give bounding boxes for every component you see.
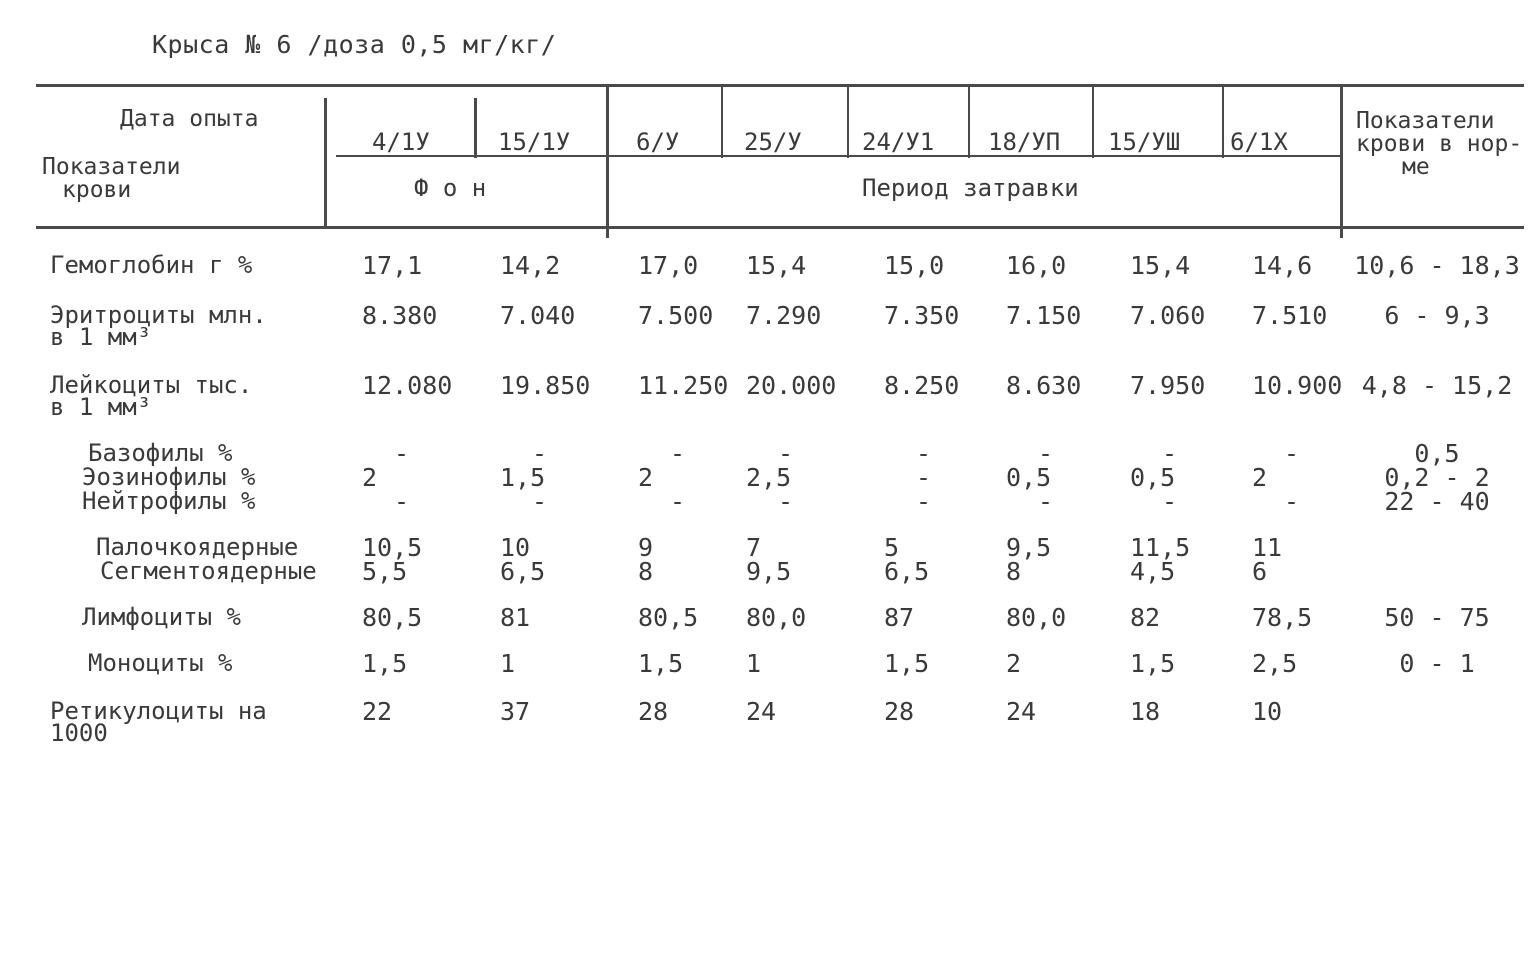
table-cell: 10,5	[362, 533, 423, 562]
fon-label: Ф о н	[414, 174, 487, 202]
table-cell: -	[1284, 439, 1300, 468]
table-cell: 2,5	[746, 463, 792, 492]
norm-cell: 6 - 9,3	[1384, 301, 1490, 330]
table-cell: -	[670, 487, 686, 516]
table-cell: 6,5	[500, 557, 546, 586]
table-cell: 9	[638, 533, 654, 562]
table-cell: 10.900	[1252, 371, 1343, 400]
norm-label-3: ме	[1402, 154, 1430, 180]
col-divider-period	[606, 86, 609, 238]
table-cell: 2	[1006, 649, 1022, 678]
table-cell: 18	[1130, 697, 1161, 726]
table-cell: 7.040	[500, 301, 576, 330]
table-cell: 7.290	[746, 301, 822, 330]
row-label: Лейкоциты тыс.	[50, 371, 253, 399]
row-label: Нейтрофилы %	[82, 487, 256, 515]
table-cell: 7.350	[884, 301, 960, 330]
table-top-rule	[36, 84, 1524, 87]
table-cell: -	[1284, 487, 1300, 516]
norm-label-2: крови в нор-	[1356, 131, 1523, 157]
date-header-6: 18/УП	[988, 128, 1061, 156]
table-cell: 5	[884, 533, 900, 562]
norm-label-1: Показатели	[1356, 108, 1495, 134]
table-cell: 16,0	[1006, 251, 1067, 280]
table-cell: 2	[362, 463, 378, 492]
norm-cell: 4,8 - 15,2	[1361, 371, 1513, 400]
table-cell: 12.080	[362, 371, 453, 400]
date-header-4: 25/У	[744, 128, 802, 156]
table-cell: -	[1162, 439, 1178, 468]
table-cell: 1	[500, 649, 516, 678]
table-cell: 7.500	[638, 301, 714, 330]
table-cell: 9,5	[746, 557, 792, 586]
table-cell: 82	[1130, 603, 1161, 632]
date-label: Дата опыта	[120, 106, 259, 132]
table-cell: 7	[746, 533, 762, 562]
row-label: Палочкоядерные	[96, 533, 299, 561]
col-divider-7	[1222, 86, 1224, 158]
row-label: в 1 мм³	[50, 393, 152, 421]
table-cell: 80,5	[362, 603, 423, 632]
table-cell: 80,5	[638, 603, 699, 632]
table-cell: -	[532, 439, 548, 468]
row-label: Эозинофилы %	[82, 463, 256, 491]
table-cell: 15,4	[746, 251, 807, 280]
norm-cell: 22 - 40	[1384, 487, 1490, 516]
table-cell: 1,5	[638, 649, 684, 678]
table-cell: 17,1	[362, 251, 423, 280]
table-cell: 19.850	[500, 371, 591, 400]
date-header-1: 4/1У	[372, 128, 430, 156]
table-cell: 22	[362, 697, 393, 726]
table-cell: 6,5	[884, 557, 930, 586]
table-cell: 37	[500, 697, 531, 726]
row-label: Сегментоядерные	[100, 557, 317, 585]
table-cell: 10	[500, 533, 531, 562]
table-cell: 11,5	[1130, 533, 1191, 562]
row-label: Базофилы %	[88, 439, 233, 467]
table-cell: 1,5	[500, 463, 546, 492]
date-under-rule	[336, 155, 1342, 157]
row-label: Моноциты %	[88, 649, 233, 677]
table-cell: -	[670, 439, 686, 468]
date-header-3: 6/У	[636, 128, 680, 156]
indicators-label-2: крови	[62, 177, 132, 203]
col-divider-4	[847, 86, 849, 158]
table-cell: 0,5	[1130, 463, 1176, 492]
table-cell: -	[916, 463, 932, 492]
table-cell: 15,4	[1130, 251, 1191, 280]
date-header-5: 24/У1	[862, 128, 935, 156]
table-cell: 24	[1006, 697, 1037, 726]
table-cell: 4,5	[1130, 557, 1176, 586]
table-cell: -	[916, 439, 932, 468]
table-cell: 1,5	[884, 649, 930, 678]
table-cell: 7.510	[1252, 301, 1328, 330]
period-label: Период затравки	[862, 174, 1079, 202]
table-cell: -	[778, 439, 794, 468]
table-cell: 87	[884, 603, 915, 632]
table-cell: 9,5	[1006, 533, 1052, 562]
table-cell: 14,6	[1252, 251, 1313, 280]
row-label: Лимфоциты %	[82, 603, 241, 631]
col-divider-fon	[474, 98, 477, 158]
row-label: Ретикулоциты на	[50, 697, 267, 725]
norm-cell: 0,5	[1414, 439, 1460, 468]
table-cell: 2	[638, 463, 654, 492]
table-cell: 78,5	[1252, 603, 1313, 632]
date-header-8: 6/1Х	[1230, 128, 1288, 156]
table-cell: -	[394, 487, 410, 516]
norm-cell: 10,6 - 18,3	[1354, 251, 1520, 280]
table-cell: 11	[1252, 533, 1283, 562]
table-cell: -	[532, 487, 548, 516]
table-cell: 1	[746, 649, 762, 678]
table-cell: 24	[746, 697, 777, 726]
table-cell: 80,0	[1006, 603, 1067, 632]
table-cell: -	[1162, 487, 1178, 516]
table-cell: 2	[1252, 463, 1268, 492]
table-cell: 17,0	[638, 251, 699, 280]
table-cell: 5,5	[362, 557, 408, 586]
header-bottom-rule	[36, 226, 1524, 229]
date-header-7: 15/УШ	[1108, 128, 1181, 156]
norm-cell: 50 - 75	[1384, 603, 1490, 632]
table-cell: 6	[1252, 557, 1268, 586]
table-cell: 8.380	[362, 301, 438, 330]
page-title: Крыса № 6 /доза 0,5 мг/кг/	[152, 30, 557, 59]
table-cell: 1,5	[362, 649, 408, 678]
table-cell: 14,2	[500, 251, 561, 280]
row-label: в 1 мм³	[50, 323, 152, 351]
table-cell: 8.630	[1006, 371, 1082, 400]
table-cell: 8	[638, 557, 654, 586]
table-cell: 80,0	[746, 603, 807, 632]
table-cell: 81	[500, 603, 531, 632]
table-cell: 28	[638, 697, 669, 726]
table-cell: 8	[1006, 557, 1022, 586]
table-cell: 10	[1252, 697, 1283, 726]
norm-cell: 0,2 - 2	[1384, 463, 1490, 492]
table-cell: 1,5	[1130, 649, 1176, 678]
table-cell: -	[1038, 439, 1054, 468]
indicators-label-1: Показатели	[42, 154, 181, 180]
table-cell: -	[778, 487, 794, 516]
col-divider-3	[721, 86, 723, 158]
table-cell: 0,5	[1006, 463, 1052, 492]
col-divider-5	[968, 86, 970, 158]
col-divider-6	[1092, 86, 1094, 158]
row-label: Эритроциты млн.	[50, 301, 267, 329]
table-cell: 7.150	[1006, 301, 1082, 330]
norm-cell: 0 - 1	[1399, 649, 1475, 678]
table-cell: 20.000	[746, 371, 837, 400]
table-cell: -	[394, 439, 410, 468]
table-cell: 15,0	[884, 251, 945, 280]
table-cell: 2,5	[1252, 649, 1298, 678]
table-cell: 11.250	[638, 371, 729, 400]
table-cell: -	[916, 487, 932, 516]
table-cell: -	[1038, 487, 1054, 516]
table-cell: 8.250	[884, 371, 960, 400]
row-label: 1000	[50, 719, 108, 747]
table-cell: 28	[884, 697, 915, 726]
col-divider-labels	[324, 98, 327, 226]
row-label: Гемоглобин г %	[50, 251, 253, 279]
table-cell: 7.060	[1130, 301, 1206, 330]
col-divider-norm	[1340, 86, 1343, 238]
date-header-2: 15/1У	[498, 128, 571, 156]
table-cell: 7.950	[1130, 371, 1206, 400]
